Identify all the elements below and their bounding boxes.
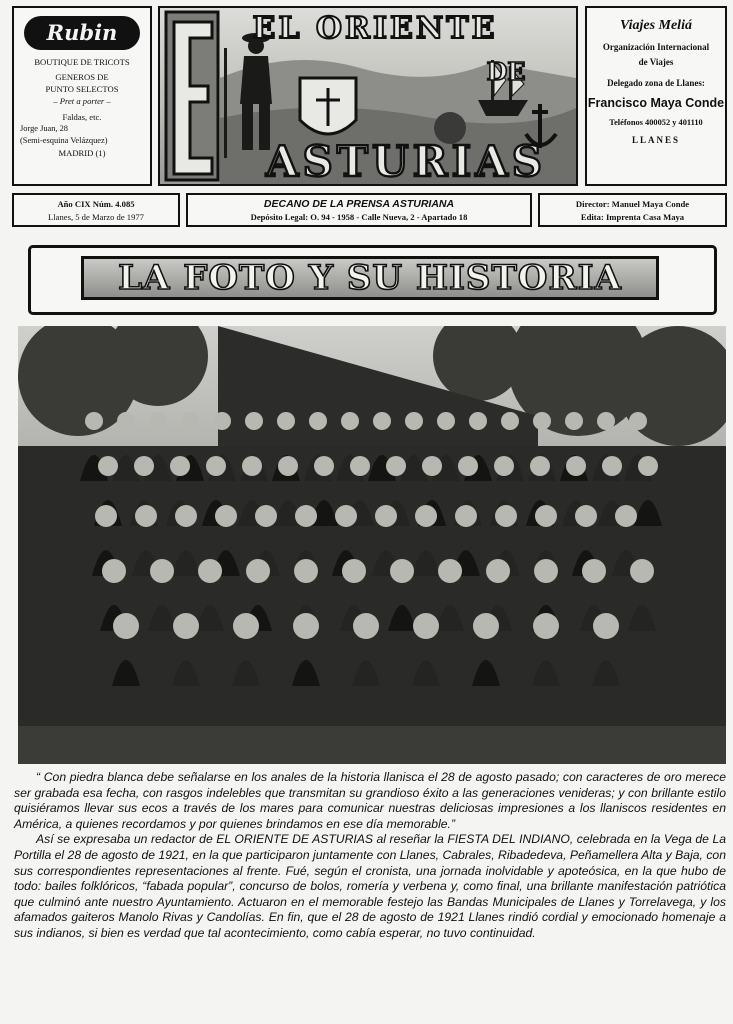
person-face [309, 412, 327, 430]
person-face [295, 505, 317, 527]
person-face [85, 412, 103, 430]
person-face [413, 613, 439, 639]
person-face [422, 456, 442, 476]
article-paragraph-1: “ Con piedra blanca debe señalarse en los anales de la historia llanisca el 28 de agosto pasado; con caracteres de oro merece ser grabada esa fecha, con rasgos indelebles que transmitan su grandioso éxito a las generaciones venideras; y con brillante estilo quisiéramos llevar sus ecos a través de los mares para comunicar nuestras deliciosas impresiones a los llaniscos residentes en América, a quienes recordamos y por quienes brindamos en ese día memorable.” [14, 770, 726, 831]
director: Director: Manuel Maya Conde [575, 199, 690, 209]
publication-motto: DECANO DE LA PRENSA ASTURIANA [263, 198, 455, 210]
person-face [593, 613, 619, 639]
person-face [530, 456, 550, 476]
ad-right-name: Francisco Maya Conde [587, 96, 725, 110]
person-face [386, 456, 406, 476]
legal-deposit: Depósito Legal: O. 94 - 1958 - Calle Nueva, 2 - Apartado 18 [250, 212, 468, 222]
person-face [150, 559, 174, 583]
ad-left-line: BOUTIQUE DE TRICOTS [34, 57, 130, 67]
ad-right-delegate: Delegado zona de Llanes: [607, 78, 705, 88]
ground [18, 726, 726, 764]
person-face [415, 505, 437, 527]
person-face [117, 412, 135, 430]
person-face [469, 412, 487, 430]
person-face [255, 505, 277, 527]
person-face [206, 456, 226, 476]
person-face [342, 559, 366, 583]
person-face [494, 456, 514, 476]
ad-left-city: MADRID (1) [58, 148, 106, 158]
crowd [18, 446, 726, 764]
person-face [533, 412, 551, 430]
issue-date: Llanes, 5 de Marzo de 1977 [48, 212, 144, 222]
person-face [437, 412, 455, 430]
person-face [149, 412, 167, 430]
person-face [566, 456, 586, 476]
person-face [245, 412, 263, 430]
editor: Edita: Imprenta Casa Maya [580, 212, 685, 222]
person-face [405, 412, 423, 430]
ad-left-line: PUNTO SELECTOS [45, 84, 119, 94]
person-face [233, 613, 259, 639]
person-face [278, 456, 298, 476]
article-body [14, 770, 726, 942]
section-title: LA FOTO Y SU HISTORIA [81, 256, 659, 300]
person-face [350, 456, 370, 476]
ad-left-address: (Semi-esquina Velázquez) [20, 136, 108, 145]
person-face [277, 412, 295, 430]
person-face [113, 613, 139, 639]
person-face [98, 456, 118, 476]
ad-viajes-melia [585, 6, 727, 186]
section-banner [28, 245, 717, 315]
ad-right-phones: Teléfonos 400052 y 401110 [609, 118, 703, 127]
masthead-title-bottom: ASTURIAS [265, 137, 547, 184]
person-face [294, 559, 318, 583]
person-face [353, 613, 379, 639]
person-face [602, 456, 622, 476]
issue-number: Año CIX Núm. 4.085 [57, 199, 135, 209]
person-face [373, 412, 391, 430]
person-face [455, 505, 477, 527]
issue-info [12, 193, 180, 227]
masthead-title-de: DE [486, 57, 526, 86]
person-face [501, 412, 519, 430]
person-face [102, 559, 126, 583]
article-paragraph-2: Así se expresaba un redactor de EL ORIENTE DE ASTURIAS al reseñar la FIESTA DEL INDIANO, celebrada en la Vega de La Portilla el 28 de agosto de 1921, en la que participaron juntamente con Llanes, Cabrales, Ribadedeva, Peñamellera Alta y Baja, con sus correspondientes representaciones al frente. Fué, según el cronista, una jornada inolvidable y apoteósica, en la que hubo de todo: bailes folklóricos, “fabada popular”, concurso de bolos, romería y verbena y, como final, una brillante manifestación patriótica que culminó ante nuestro Ayuntamiento. Actuaron en el memorable festejo las Bandas Municipales de Llanes y Torrelavega, y los afamados gaiteros Manolo Rivas y Candolías. En fin, que el 28 de agosto de 1921 Llanes rindió cordial y emocionado homenaje a sus indianos, si bien es verdad que tal acontecimiento, como cabía esperar, no tuvo continuidad. [14, 832, 726, 940]
person-face [458, 456, 478, 476]
group-photograph [18, 326, 726, 764]
coat-of-arms-icon [300, 78, 356, 134]
person-face [215, 505, 237, 527]
ad-left-line: Faldas, etc. [62, 112, 102, 122]
person-face [134, 456, 154, 476]
ad-left-address: Jorge Juan, 28 [20, 124, 68, 133]
person-face [293, 613, 319, 639]
ad-right-org-line: de Viajes [638, 57, 674, 67]
person-face [242, 456, 262, 476]
rubin-logo: Rubin [24, 16, 140, 50]
person-face [181, 412, 199, 430]
person-face [638, 456, 658, 476]
person-face [629, 412, 647, 430]
ad-right-city: LLANES [631, 135, 680, 145]
staff-info [538, 193, 727, 227]
person-face [170, 456, 190, 476]
person-face [533, 613, 559, 639]
person-face [375, 505, 397, 527]
person-face [390, 559, 414, 583]
publication-info [186, 193, 532, 227]
masthead [158, 6, 578, 186]
person-face [534, 559, 558, 583]
ad-left-line: – Pret a porter – [53, 96, 111, 106]
person-face [95, 505, 117, 527]
person-face [597, 412, 615, 430]
person-face [198, 559, 222, 583]
person-face [341, 412, 359, 430]
masthead-illustration [160, 8, 576, 184]
person-face [246, 559, 270, 583]
ad-right-company: Viajes Meliá [620, 18, 692, 33]
masthead-title-top: EL ORIENTE [252, 11, 498, 46]
person-face [213, 412, 231, 430]
ad-right-org-line: Organización Internacional [602, 42, 710, 52]
person-face [335, 505, 357, 527]
person-face [575, 505, 597, 527]
person-face [473, 613, 499, 639]
ad-rubin-boutique [12, 6, 152, 186]
person-face [582, 559, 606, 583]
person-face [486, 559, 510, 583]
person-face [565, 412, 583, 430]
person-face [173, 613, 199, 639]
person-face [135, 505, 157, 527]
person-face [535, 505, 557, 527]
ad-left-line: GENEROS DE [55, 72, 109, 82]
person-face [615, 505, 637, 527]
group-photo-illustration [18, 326, 726, 764]
person-face [495, 505, 517, 527]
person-face [630, 559, 654, 583]
person-face [314, 456, 334, 476]
person-face [175, 505, 197, 527]
person-face [438, 559, 462, 583]
